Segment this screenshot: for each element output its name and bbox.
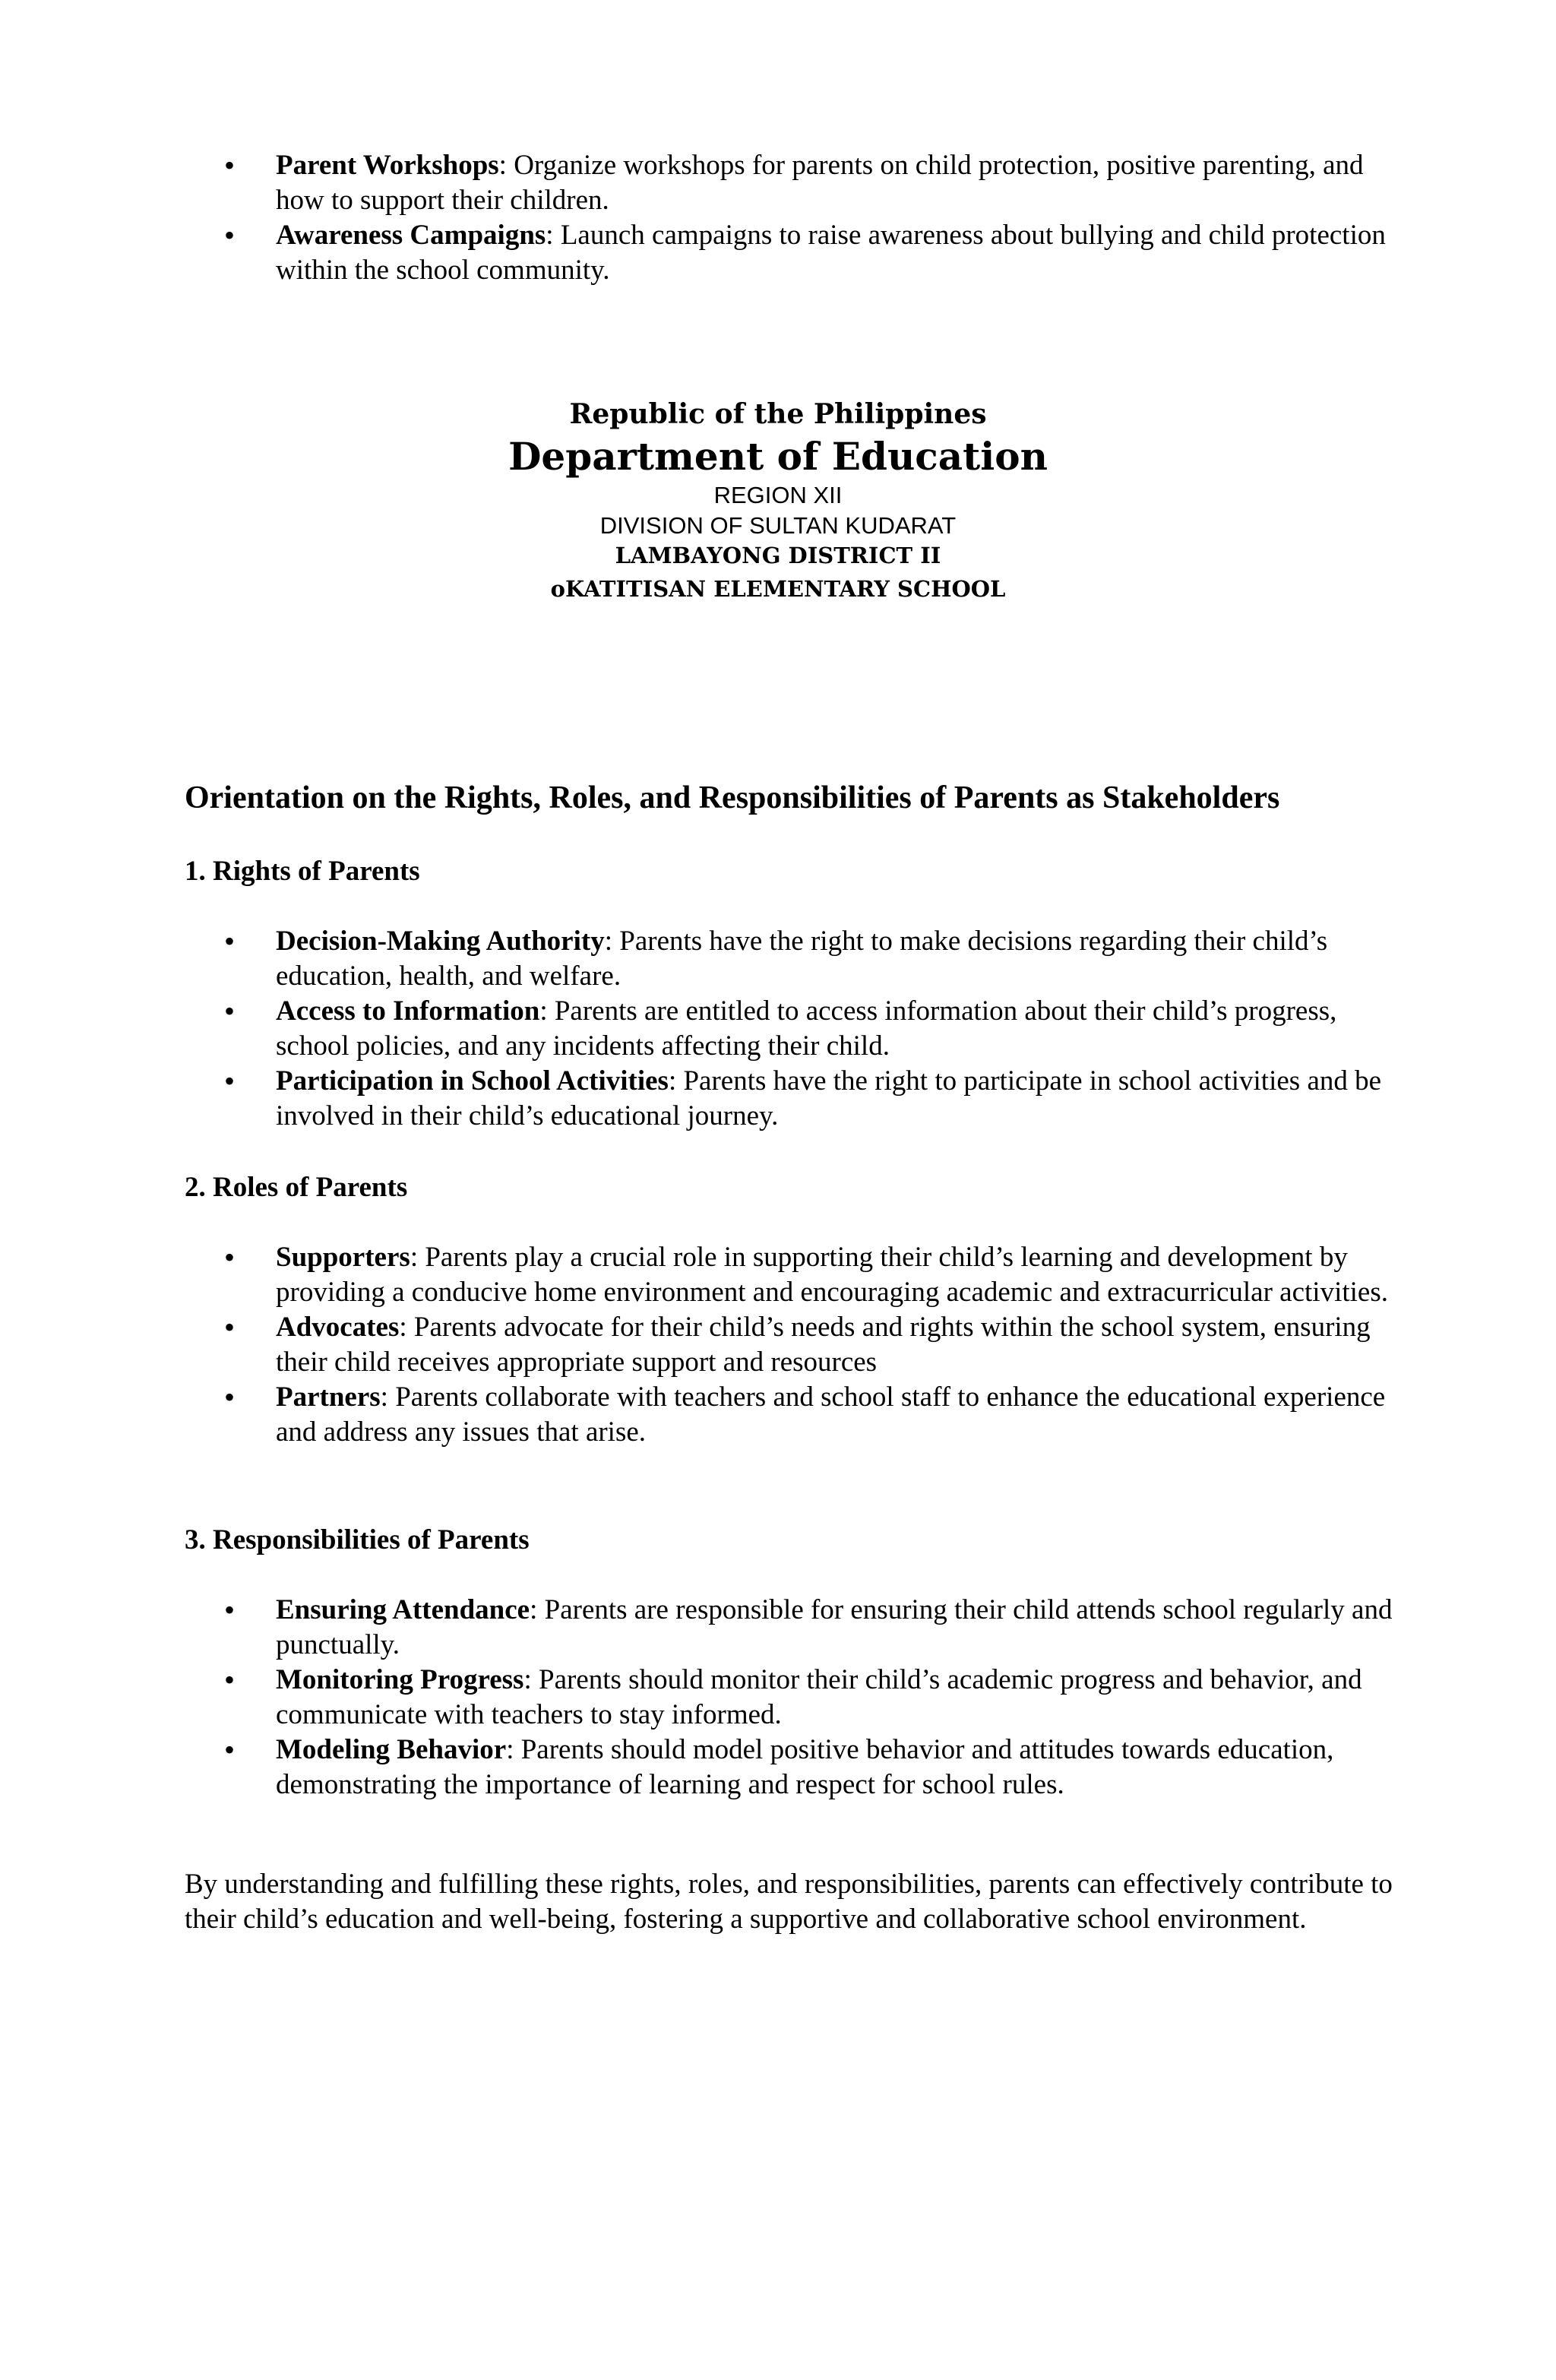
bullet-text: : Parents have the right to make decisions regarding their child’s education, health, and welfare. (276, 926, 1328, 992)
bullet-text: : Parents have the right to participate in school activities and be involved in their child’s educational journey. (276, 1065, 1382, 1131)
bullet-icon: • (224, 1310, 236, 1344)
bullet-text: : Parents are entitled to access information about their child’s progress, school policies, and any incidents affecting their child. (276, 995, 1337, 1062)
list-item (185, 1380, 1415, 1450)
bullet-text: : Parents collaborate with teachers and school staff to enhance the educational experience and address any issues that arise. (276, 1381, 1386, 1448)
bullet-term: Awareness Campaigns (276, 220, 546, 251)
bullet-text: : Organize workshops for parents on child protection, positive parenting, and how to support their children. (276, 150, 1364, 216)
header-region: REGION XII (713, 482, 843, 508)
list-item (185, 994, 1415, 1064)
list-item (185, 1240, 1415, 1310)
section-heading-roles: 2. Roles of Parents (185, 1172, 408, 1203)
bullet-icon: • (224, 924, 236, 958)
bullet-icon: • (224, 1240, 236, 1274)
header-school: oKATITISAN ELEMENTARY SCHOOL (550, 576, 1006, 602)
bullet-icon: • (224, 1593, 236, 1627)
bullet-term: Partners (276, 1381, 381, 1413)
list-item (185, 1663, 1415, 1733)
bullet-term: Decision-Making Authority (276, 926, 605, 957)
bullet-icon: • (224, 994, 236, 1028)
bullet-text: : Parents advocate for their child’s needs and rights within the school system, ensuring their child receives appropriate support and resources (276, 1312, 1371, 1378)
bullet-term: Ensuring Attendance (276, 1594, 530, 1625)
bullet-text: : Parents play a crucial role in supporting their child’s learning and development by providing a conducive home environment and encouraging academic and extracurricular activities. (276, 1242, 1388, 1308)
bullet-icon: • (224, 1663, 236, 1697)
bullet-icon: • (224, 1733, 236, 1767)
bullet-text: : Parents should monitor their child’s academic progress and behavior, and communicate with teachers to stay informed. (276, 1664, 1362, 1730)
bullet-text: : Parents are responsible for ensuring their child attends school regularly and punctually. (276, 1594, 1393, 1660)
bullet-text: : Launch campaigns to raise awareness about bullying and child protection within the school community. (276, 220, 1386, 286)
responsibilities-bullet-list (185, 1593, 1415, 1802)
bullet-icon: • (224, 1380, 236, 1414)
list-item (185, 1064, 1415, 1134)
intro-bullet-list (185, 148, 1400, 288)
bullet-term: Access to Information (276, 995, 540, 1027)
header-republic: Republic of the Philippines (569, 398, 987, 430)
bullet-text: : Parents should model positive behavior and attitudes towards education, demonstrating the importance of learning and respect for school rules. (276, 1734, 1334, 1800)
list-item (185, 148, 1400, 218)
header-division: DIVISION OF SULTAN KUDARAT (599, 512, 957, 539)
bullet-term: Supporters (276, 1242, 410, 1273)
bullet-term: Modeling Behavior (276, 1734, 507, 1765)
closing-paragraph: By understanding and fulfilling these rights, roles, and responsibilities, parents can effectively contribute to their child’s education and well-being, fostering a supportive and collaborative school environment. (185, 1869, 1393, 1935)
bullet-term: Participation in School Activities (276, 1065, 669, 1097)
section-heading-rights: 1. Rights of Parents (185, 856, 420, 887)
bullet-term: Monitoring Progress (276, 1664, 524, 1695)
list-item (185, 1310, 1415, 1380)
rights-bullet-list (185, 924, 1415, 1134)
header-department: Department of Education (508, 434, 1048, 479)
list-item (185, 218, 1400, 288)
list-item (185, 1733, 1415, 1802)
bullet-icon: • (224, 1064, 236, 1098)
header-district: LAMBAYONG DISTRICT II (615, 543, 941, 568)
list-item (185, 1593, 1415, 1663)
bullet-icon: • (224, 218, 236, 252)
bullet-term: Advocates (276, 1312, 400, 1343)
section-heading-responsibilities: 3. Responsibilities of Parents (185, 1524, 530, 1556)
roles-bullet-list (185, 1240, 1415, 1450)
list-item (185, 924, 1415, 994)
bullet-icon: • (224, 148, 236, 182)
page-title: Orientation on the Rights, Roles, and Responsibilities of Parents as Stakeholders (185, 780, 1280, 815)
bullet-term: Parent Workshops (276, 150, 499, 181)
